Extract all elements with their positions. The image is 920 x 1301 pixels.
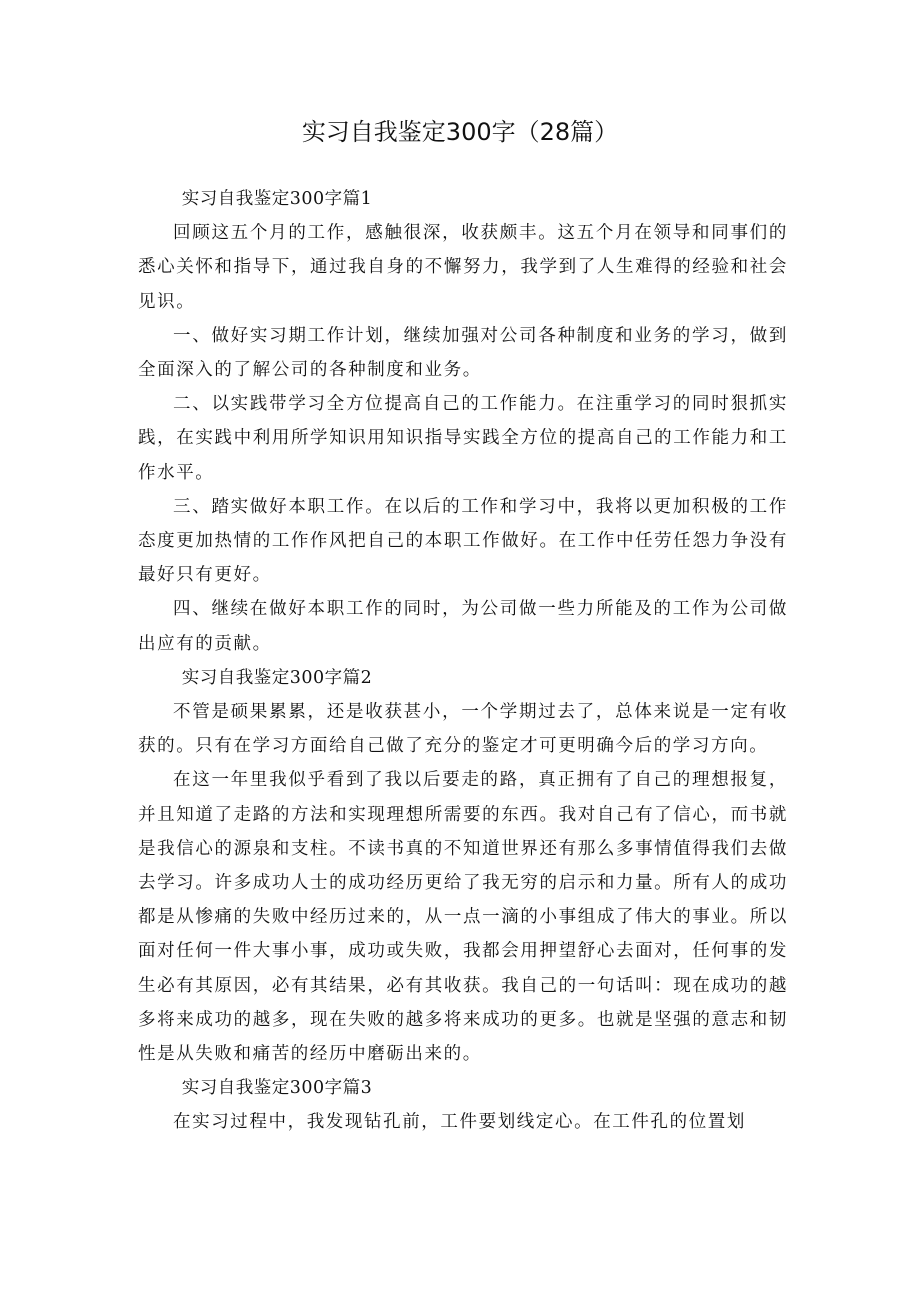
paragraph: 不管是硕果累累，还是收获甚小，一个学期过去了，总体来说是一定有收获的。只有在学习方面给自己做了充分的鉴定才可更明确今后的学习方向。: [138, 702, 788, 757]
paragraph: 回顾这五个月的工作，感触很深，收获颇丰。这五个月在领导和同事们的悉心关怀和指导下，通过我自身的不懈努力，我学到了人生难得的经验和社会见识。: [138, 223, 788, 312]
document-body: [138, 182, 788, 1140]
section-heading-1: 实习自我鉴定300字篇1: [181, 189, 373, 209]
paragraph: 三、踏实做好本职工作。在以后的工作和学习中，我将以更加积极的工作态度更加热情的工作作风把自己的本职工作做好。在工作中任劳任怨力争没有最好只有更好。: [138, 496, 788, 586]
paragraph: 在实习过程中，我发现钻孔前，工件要划线定心。在工件孔的位置划: [173, 1112, 746, 1133]
paragraph: 四、继续在做好本职工作的同时，为公司做一些力所能及的工作为公司做出应有的贡献。: [138, 599, 788, 654]
section-heading-2: 实习自我鉴定300字篇2: [181, 667, 373, 688]
paragraph: 一、做好实习期工作计划，继续加强对公司各种制度和业务的学习，做到全面深入的了解公司的各种制度和业务。: [138, 325, 788, 381]
paragraph: 二、以实践带学习全方位提高自己的工作能力。在注重学习的同时狠抓实践，在实践中利用所学知识用知识指导实践全方位的提高自己的工作能力和工作水平。: [138, 394, 788, 483]
paragraph: 在这一年里我似乎看到了我以后要走的路，真正拥有了自己的理想报复，并且知道了走路的方法和实现理想所需要的东西。我对自己有了信心，而书就是我信心的源泉和支柱。不读书真的不知道世界还有那么多事情值得我们去做去学习。许多成功人士的成功经历更给了我无穷的启示和力量。所有人的成功都是从惨痛的失败中经历过来的，从一点一滴的小事组成了伟大的事业。所以面对任何一件大事小事，成功或失败，我都会用押望舒心去面对，任何事的发生必有其原因，必有其结果，必有其收获。我自己的一句话叫：现在成功的越多将来成功的越多，现在失败的越多将来成功的更多。也就是坚强的意志和韧性是从失败和痛苦的经历中磨砺出来的。: [138, 770, 788, 1065]
section-heading-3: 实习自我鉴定300字篇3: [181, 1078, 373, 1099]
document-title: 实习自我鉴定300字（28篇）: [301, 118, 619, 146]
